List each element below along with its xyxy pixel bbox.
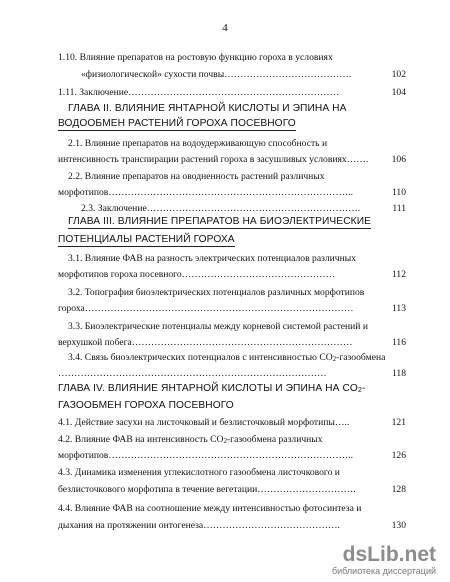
chapter-4-heading-line2[interactable]: ГАЗООБМЕН ГОРОХА ПОСЕВНОГО bbox=[58, 400, 234, 411]
watermark-subtitle: библиотека диссертаций bbox=[331, 566, 436, 576]
toc-entry-4-4-line1 bbox=[58, 503, 406, 515]
toc-page-number: 128 bbox=[391, 484, 406, 495]
chapter-4-heading-text: ГЛАВА IV. ВЛИЯНИЕ ЯНТАРНОЙ КИСЛОТЫ И ЭПИНА НА CO bbox=[58, 383, 358, 394]
toc-leader-dots: …………………………………………………………… bbox=[131, 337, 353, 348]
toc-leader-dots: ……. bbox=[346, 154, 369, 165]
toc-leader-dots: ………………………………………………………………………… bbox=[58, 368, 327, 379]
chapter-4-heading-line1[interactable] bbox=[58, 382, 365, 397]
toc-entry-4-4-line2[interactable] bbox=[58, 520, 406, 532]
toc-entry-text: морфотипов гороха посевного bbox=[58, 269, 182, 280]
toc-leader-dots: …………………………………………………………. bbox=[146, 203, 361, 214]
toc-entry-text: «физиологической» сухости почвы bbox=[81, 69, 225, 80]
toc-entry-text-cont: -газообмена bbox=[336, 352, 386, 363]
toc-entry-2-1-line1 bbox=[68, 138, 406, 150]
toc-leader-dots: ………………………………………… bbox=[181, 269, 336, 280]
toc-page-number: 110 bbox=[391, 187, 406, 198]
toc-entry-text: 4.3. Динамика изменения углекислотного газообмена листочкового и bbox=[58, 467, 340, 478]
toc-entry-3-3-line1 bbox=[68, 321, 406, 333]
toc-entry-text: дыхания на протяжении онтогенеза bbox=[58, 520, 204, 531]
watermark-text-block bbox=[332, 544, 436, 576]
toc-page-number: 112 bbox=[391, 269, 406, 280]
toc-entry-2-1-line2[interactable] bbox=[58, 154, 406, 166]
toc-entry-text: 3.4. Связь биоэлектрических потенциалов с интенсивностью CO bbox=[68, 352, 333, 363]
toc-entry-text: гороха bbox=[58, 303, 85, 314]
toc-page-number: 111 bbox=[392, 203, 406, 214]
toc-entry-3-2-line2[interactable] bbox=[58, 303, 406, 315]
toc-entry-text: 1.10. Влияние препаратов на ростовую функцию гороха в условиях bbox=[58, 52, 333, 63]
toc-entry-text: 2.3. Заключение bbox=[81, 203, 147, 214]
toc-entry-3-1-line2[interactable] bbox=[58, 269, 406, 281]
toc-entry-text: 3.2. Топография биоэлектрических потенциалов различных морфотипов bbox=[68, 287, 365, 298]
toc-leader-dots: ………………………………………………………………………… bbox=[84, 303, 354, 314]
toc-entry-1-10-line1 bbox=[58, 52, 406, 64]
toc-entry-text: 4.2. Влияние ФАВ на интенсивность CO bbox=[58, 434, 224, 445]
toc-page-number: 130 bbox=[391, 520, 406, 531]
watermark-logo-text: dsLib.net bbox=[342, 543, 436, 566]
subscript-2: 2 bbox=[357, 387, 362, 394]
page-number: 4 bbox=[222, 22, 228, 34]
toc-page-number: 113 bbox=[391, 303, 406, 314]
toc-page-number: 104 bbox=[391, 87, 406, 98]
toc-leader-dots: …………………………. bbox=[257, 484, 356, 495]
toc-entry-text: 4.4. Влияние ФАВ на соотношение между интенсивностью фотосинтеза и bbox=[58, 503, 362, 514]
toc-entry-3-4-line1 bbox=[68, 352, 406, 365]
toc-entry-text: морфотипов bbox=[58, 450, 109, 461]
toc-entry-text-cont: -газообмена различных bbox=[226, 434, 323, 445]
subscript-2: 2 bbox=[223, 437, 227, 445]
toc-leader-dots: ………………………………………………………… bbox=[128, 87, 340, 98]
toc-entry-3-3-line2[interactable] bbox=[58, 337, 406, 349]
toc-leader-dots: …………………………………. bbox=[224, 69, 352, 80]
toc-entry-4-3-line2[interactable] bbox=[58, 484, 406, 496]
toc-entry-2-2-line1 bbox=[68, 171, 406, 183]
toc-entry-2-2-line2[interactable] bbox=[58, 187, 406, 199]
chapter-3-heading-line1[interactable]: ГЛАВА III. ВЛИЯНИЕ ПРЕПАРАТОВ НА БИОЭЛЕКТРИЧЕСКИЕ bbox=[68, 216, 372, 227]
toc-entry-text: морфотипов bbox=[58, 187, 109, 198]
toc-leader-dots: ……………………………………. bbox=[203, 520, 340, 531]
toc-entry-text: интенсивность транспирации растений гороха в засушливых условиях bbox=[58, 154, 347, 165]
chapter-2-heading-line2[interactable]: ВОДООБМЕН РАСТЕНИЙ ГОРОХА ПОСЕВНОГО bbox=[58, 118, 296, 129]
chapter-4-heading-cont: - bbox=[361, 383, 366, 394]
toc-entry-4-2-line2[interactable] bbox=[58, 450, 406, 462]
toc-entry-4-2-line1 bbox=[58, 434, 406, 447]
chapter-2-heading-line1[interactable]: ГЛАВА II. ВЛИЯНИЕ ЯНТАРНОЙ КИСЛОТЫ И ЭПИНА НА bbox=[68, 103, 347, 114]
toc-leader-dots: ………………………………………………………………….. bbox=[108, 187, 353, 198]
toc-entry-2-3[interactable] bbox=[81, 203, 406, 215]
toc-entry-text: 2.1. Влияние препаратов на водоудерживающую способность и bbox=[68, 138, 328, 149]
toc-page-number: 106 bbox=[391, 154, 406, 165]
subscript-2: 2 bbox=[332, 355, 337, 363]
toc-entry-text: 3.3. Биоэлектрические потенциалы между корневой системой растений и bbox=[68, 321, 368, 332]
toc-page-number: 126 bbox=[391, 450, 406, 461]
toc-entry-text: безлисточкового морфотипа в течение вегетации bbox=[58, 484, 258, 495]
toc-entry-text: 2.2. Влияние препаратов на оводненность растений различных bbox=[68, 171, 325, 182]
toc-entry-4-1[interactable] bbox=[58, 417, 406, 429]
toc-page-number: 102 bbox=[391, 69, 406, 80]
toc-page-number: 121 bbox=[391, 417, 406, 428]
toc-entry-3-2-line1 bbox=[68, 287, 406, 299]
chapter-3-heading-line2[interactable]: ПОТЕНЦИАЛЫ РАСТЕНИЙ ГОРОХА bbox=[58, 234, 235, 245]
toc-page-number: 116 bbox=[391, 337, 406, 348]
toc-entry-4-3-line1 bbox=[58, 467, 406, 479]
toc-entry-1-10-line2[interactable] bbox=[81, 69, 406, 81]
toc-entry-1-11[interactable] bbox=[58, 87, 406, 99]
toc-entry-text: 1.11. Заключение bbox=[58, 87, 129, 98]
dslib-watermark bbox=[332, 544, 436, 576]
toc-entry-text: верхушкой побега bbox=[58, 337, 132, 348]
toc-entry-text: 4.1. Действие засухи на листочковый и безлисточковый морфотипы bbox=[58, 417, 335, 428]
toc-entry-3-4-line2[interactable] bbox=[58, 368, 406, 380]
toc-entry-3-1-line1 bbox=[68, 253, 406, 265]
toc-entry-text: 3.1. Влияние ФАВ на разность электрических потенциалов различных bbox=[68, 253, 356, 264]
toc-page-number: 118 bbox=[391, 368, 406, 379]
toc-leader-dots: ………………………………………………………………….. bbox=[108, 450, 353, 461]
toc-leader-dots: ….. bbox=[334, 417, 350, 428]
